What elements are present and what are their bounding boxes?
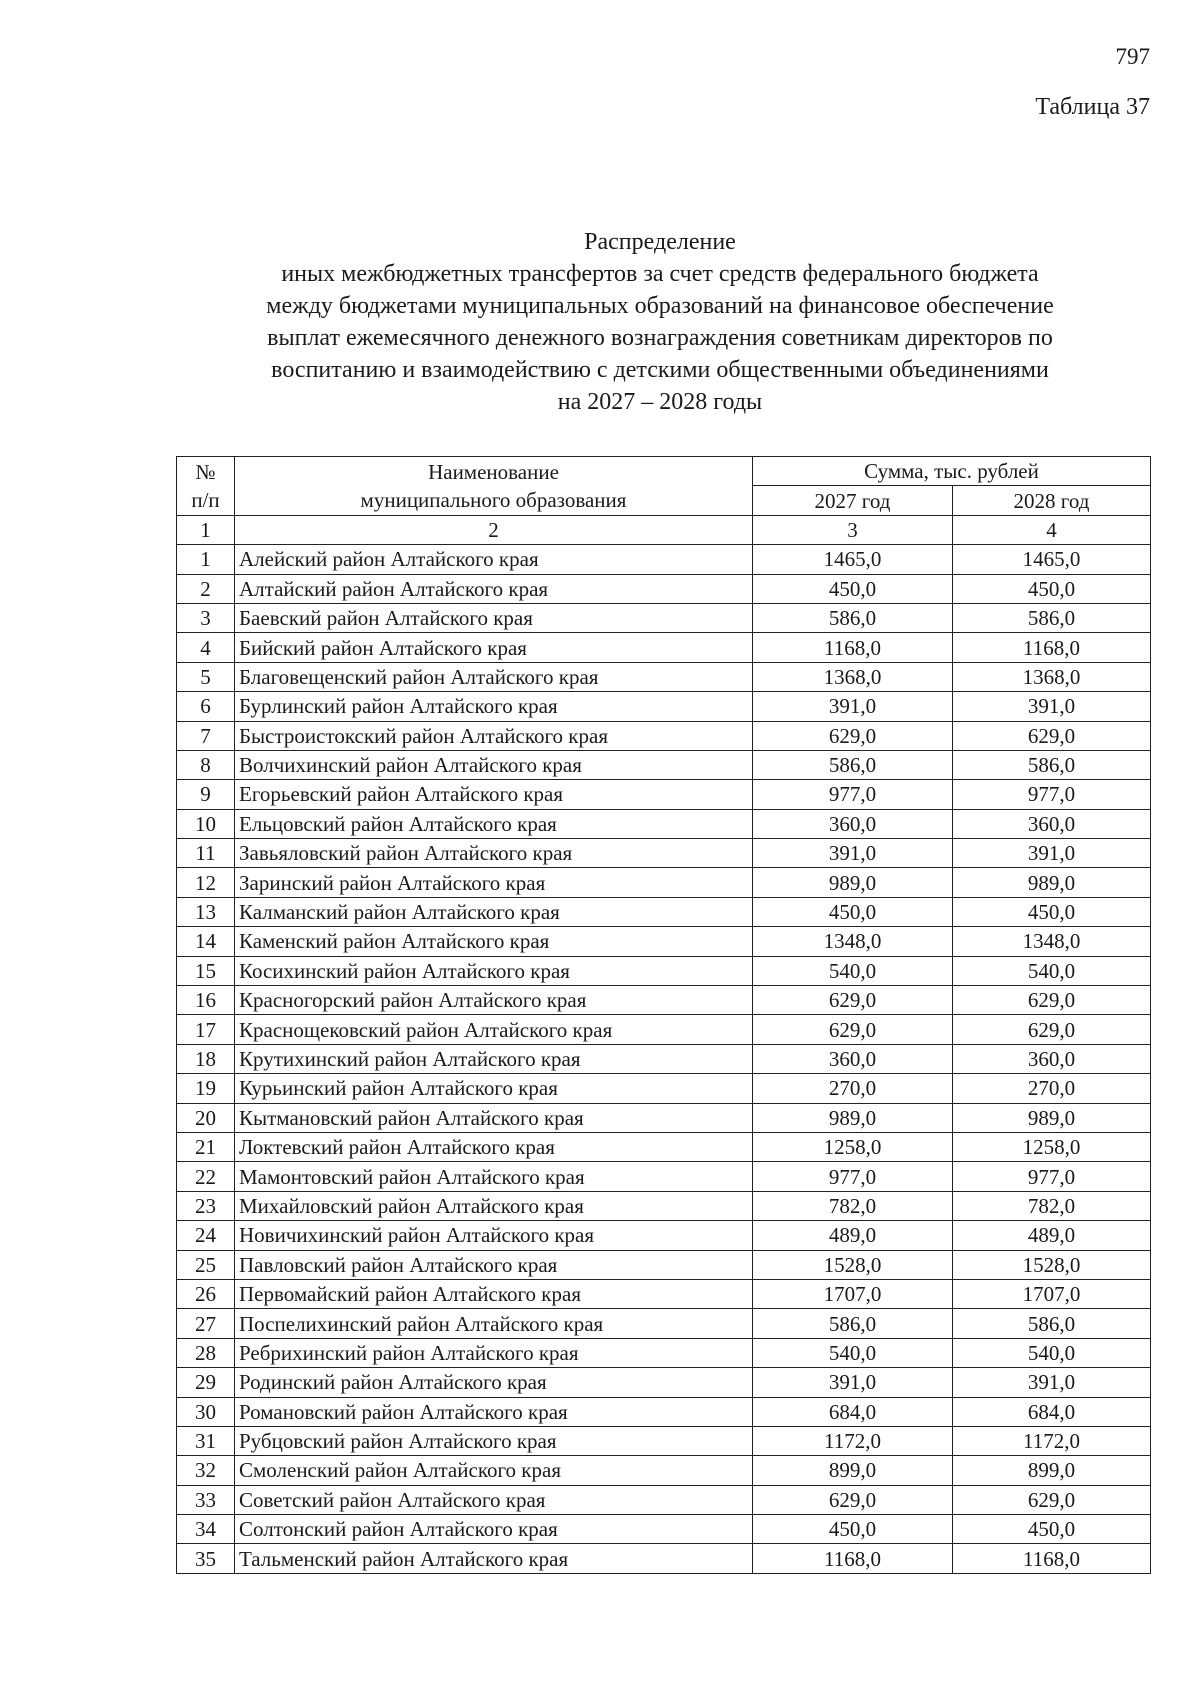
header-year-2028: 2028 год xyxy=(953,486,1151,515)
column-number-cell: 1 xyxy=(177,515,235,544)
amount-2028-cell: 586,0 xyxy=(953,603,1151,632)
amount-2028-cell: 586,0 xyxy=(953,1309,1151,1338)
table-row xyxy=(177,1279,1151,1308)
municipality-name-cell: Павловский район Алтайского края xyxy=(235,1250,753,1279)
municipality-name-cell: Солтонский район Алтайского края xyxy=(235,1515,753,1544)
municipality-name-cell: Каменский район Алтайского края xyxy=(235,927,753,956)
amount-2027-cell: 977,0 xyxy=(753,1162,953,1191)
table-row xyxy=(177,1191,1151,1220)
amount-2027-cell: 450,0 xyxy=(753,897,953,926)
table-row xyxy=(177,1132,1151,1161)
row-number-cell: 33 xyxy=(177,1485,235,1514)
table-row xyxy=(177,1074,1151,1103)
municipality-name-cell: Волчихинский район Алтайского края xyxy=(235,750,753,779)
amount-2028-cell: 1528,0 xyxy=(953,1250,1151,1279)
municipality-name-cell: Тальменский район Алтайского края xyxy=(235,1544,753,1573)
amount-2028-cell: 782,0 xyxy=(953,1191,1151,1220)
table-row xyxy=(177,1368,1151,1397)
heading-line: выплат ежемесячного денежного вознаграждения советникам директоров по xyxy=(267,325,1053,351)
header-name-line2: муниципального образования xyxy=(360,487,627,512)
amount-2028-cell: 1465,0 xyxy=(953,545,1151,574)
document-heading xyxy=(180,226,1140,418)
municipality-name-cell: Родинский район Алтайского края xyxy=(235,1368,753,1397)
table-row xyxy=(177,692,1151,721)
column-number-cell: 4 xyxy=(953,515,1151,544)
municipality-name-cell: Рубцовский район Алтайского края xyxy=(235,1426,753,1455)
row-number-cell: 14 xyxy=(177,927,235,956)
municipality-name-cell: Советский район Алтайского края xyxy=(235,1485,753,1514)
amount-2028-cell: 391,0 xyxy=(953,839,1151,868)
header-number-line2: п/п xyxy=(191,487,220,512)
table-row xyxy=(177,1338,1151,1367)
table-row xyxy=(177,633,1151,662)
municipality-name-cell: Смоленский район Алтайского края xyxy=(235,1456,753,1485)
table-row xyxy=(177,750,1151,779)
amount-2027-cell: 782,0 xyxy=(753,1191,953,1220)
amount-2028-cell: 1168,0 xyxy=(953,633,1151,662)
amount-2028-cell: 977,0 xyxy=(953,780,1151,809)
heading-line: воспитанию и взаимодействию с детскими общественными объединениями xyxy=(271,357,1049,383)
amount-2027-cell: 1168,0 xyxy=(753,1544,953,1573)
amount-2027-cell: 1172,0 xyxy=(753,1426,953,1455)
amount-2028-cell: 489,0 xyxy=(953,1221,1151,1250)
municipality-name-cell: Алейский район Алтайского края xyxy=(235,545,753,574)
table-row xyxy=(177,927,1151,956)
column-number-row xyxy=(177,515,1151,544)
header-name-line1: Наименование xyxy=(428,459,559,484)
table-row xyxy=(177,809,1151,838)
amount-2028-cell: 450,0 xyxy=(953,1515,1151,1544)
table-row xyxy=(177,1250,1151,1279)
header-sum: Сумма, тыс. рублей xyxy=(753,457,1151,486)
amount-2027-cell: 450,0 xyxy=(753,574,953,603)
table-row xyxy=(177,897,1151,926)
amount-2027-cell: 586,0 xyxy=(753,603,953,632)
municipality-name-cell: Егорьевский район Алтайского края xyxy=(235,780,753,809)
amount-2027-cell: 489,0 xyxy=(753,1221,953,1250)
row-number-cell: 27 xyxy=(177,1309,235,1338)
column-number-cell: 2 xyxy=(235,515,753,544)
amount-2027-cell: 1465,0 xyxy=(753,545,953,574)
amount-2027-cell: 1368,0 xyxy=(753,662,953,691)
header-number-line1: № xyxy=(195,459,216,484)
row-number-cell: 13 xyxy=(177,897,235,926)
row-number-cell: 2 xyxy=(177,574,235,603)
municipality-name-cell: Новичихинский район Алтайского края xyxy=(235,1221,753,1250)
amount-2028-cell: 977,0 xyxy=(953,1162,1151,1191)
municipality-name-cell: Алтайский район Алтайского края xyxy=(235,574,753,603)
row-number-cell: 15 xyxy=(177,956,235,985)
municipality-name-cell: Калманский район Алтайского края xyxy=(235,897,753,926)
header-number xyxy=(177,457,235,516)
amount-2027-cell: 989,0 xyxy=(753,868,953,897)
page-number: 797 xyxy=(1115,44,1150,69)
row-number-cell: 11 xyxy=(177,839,235,868)
table-row xyxy=(177,1015,1151,1044)
municipality-name-cell: Романовский район Алтайского края xyxy=(235,1397,753,1426)
amount-2028-cell: 540,0 xyxy=(953,956,1151,985)
municipality-name-cell: Бурлинский район Алтайского края xyxy=(235,692,753,721)
table-row xyxy=(177,1221,1151,1250)
table-row xyxy=(177,1515,1151,1544)
amount-2028-cell: 989,0 xyxy=(953,1103,1151,1132)
amount-2027-cell: 989,0 xyxy=(753,1103,953,1132)
amount-2027-cell: 450,0 xyxy=(753,1515,953,1544)
amount-2028-cell: 1707,0 xyxy=(953,1279,1151,1308)
amount-2027-cell: 270,0 xyxy=(753,1074,953,1103)
table-row xyxy=(177,780,1151,809)
municipality-name-cell: Красногорский район Алтайского края xyxy=(235,986,753,1015)
row-number-cell: 16 xyxy=(177,986,235,1015)
municipality-name-cell: Поспелихинский район Алтайского края xyxy=(235,1309,753,1338)
amount-2027-cell: 391,0 xyxy=(753,692,953,721)
municipality-name-cell: Баевский район Алтайского края xyxy=(235,603,753,632)
row-number-cell: 21 xyxy=(177,1132,235,1161)
row-number-cell: 1 xyxy=(177,545,235,574)
municipality-name-cell: Быстроистокский район Алтайского края xyxy=(235,721,753,750)
amount-2027-cell: 540,0 xyxy=(753,1338,953,1367)
municipality-name-cell: Ребрихинский район Алтайского края xyxy=(235,1338,753,1367)
municipality-name-cell: Косихинский район Алтайского края xyxy=(235,956,753,985)
row-number-cell: 26 xyxy=(177,1279,235,1308)
table-row xyxy=(177,662,1151,691)
distribution-table xyxy=(176,456,1151,1574)
amount-2028-cell: 899,0 xyxy=(953,1456,1151,1485)
table-row xyxy=(177,1044,1151,1073)
row-number-cell: 8 xyxy=(177,750,235,779)
amount-2027-cell: 684,0 xyxy=(753,1397,953,1426)
heading-line: между бюджетами муниципальных образований на финансовое обеспечение xyxy=(266,293,1054,319)
amount-2028-cell: 1348,0 xyxy=(953,927,1151,956)
row-number-cell: 4 xyxy=(177,633,235,662)
amount-2028-cell: 1368,0 xyxy=(953,662,1151,691)
row-number-cell: 5 xyxy=(177,662,235,691)
amount-2028-cell: 684,0 xyxy=(953,1397,1151,1426)
municipality-name-cell: Крутихинский район Алтайского края xyxy=(235,1044,753,1073)
header-year-2027: 2027 год xyxy=(753,486,953,515)
amount-2028-cell: 629,0 xyxy=(953,986,1151,1015)
row-number-cell: 17 xyxy=(177,1015,235,1044)
table-row xyxy=(177,1397,1151,1426)
row-number-cell: 20 xyxy=(177,1103,235,1132)
heading-line: иных межбюджетных трансфертов за счет средств федерального бюджета xyxy=(281,261,1039,287)
row-number-cell: 18 xyxy=(177,1044,235,1073)
amount-2028-cell: 450,0 xyxy=(953,897,1151,926)
table-body xyxy=(177,545,1151,1574)
amount-2028-cell: 586,0 xyxy=(953,750,1151,779)
amount-2027-cell: 629,0 xyxy=(753,1015,953,1044)
table-row xyxy=(177,721,1151,750)
amount-2027-cell: 629,0 xyxy=(753,721,953,750)
municipality-name-cell: Завьяловский район Алтайского края xyxy=(235,839,753,868)
municipality-name-cell: Мамонтовский район Алтайского края xyxy=(235,1162,753,1191)
table-row xyxy=(177,545,1151,574)
amount-2027-cell: 629,0 xyxy=(753,986,953,1015)
amount-2027-cell: 1348,0 xyxy=(753,927,953,956)
table-row xyxy=(177,1309,1151,1338)
row-number-cell: 6 xyxy=(177,692,235,721)
amount-2028-cell: 270,0 xyxy=(953,1074,1151,1103)
row-number-cell: 32 xyxy=(177,1456,235,1485)
row-number-cell: 34 xyxy=(177,1515,235,1544)
municipality-name-cell: Первомайский район Алтайского края xyxy=(235,1279,753,1308)
amount-2028-cell: 450,0 xyxy=(953,574,1151,603)
row-number-cell: 24 xyxy=(177,1221,235,1250)
amount-2027-cell: 586,0 xyxy=(753,1309,953,1338)
table-row xyxy=(177,1162,1151,1191)
municipality-name-cell: Бийский район Алтайского края xyxy=(235,633,753,662)
amount-2027-cell: 391,0 xyxy=(753,1368,953,1397)
row-number-cell: 9 xyxy=(177,780,235,809)
header-name xyxy=(235,457,753,516)
row-number-cell: 35 xyxy=(177,1544,235,1573)
amount-2028-cell: 1168,0 xyxy=(953,1544,1151,1573)
amount-2027-cell: 360,0 xyxy=(753,1044,953,1073)
heading-line: Распределение xyxy=(584,229,736,255)
row-number-cell: 28 xyxy=(177,1338,235,1367)
row-number-cell: 23 xyxy=(177,1191,235,1220)
table-row xyxy=(177,1426,1151,1455)
amount-2028-cell: 629,0 xyxy=(953,1015,1151,1044)
municipality-name-cell: Локтевский район Алтайского края xyxy=(235,1132,753,1161)
amount-2027-cell: 899,0 xyxy=(753,1456,953,1485)
municipality-name-cell: Ельцовский район Алтайского края xyxy=(235,809,753,838)
municipality-name-cell: Кытмановский район Алтайского края xyxy=(235,1103,753,1132)
table-row xyxy=(177,1485,1151,1514)
amount-2027-cell: 586,0 xyxy=(753,750,953,779)
row-number-cell: 10 xyxy=(177,809,235,838)
amount-2028-cell: 360,0 xyxy=(953,1044,1151,1073)
amount-2027-cell: 1168,0 xyxy=(753,633,953,662)
amount-2028-cell: 629,0 xyxy=(953,721,1151,750)
municipality-name-cell: Курьинский район Алтайского края xyxy=(235,1074,753,1103)
table-row xyxy=(177,839,1151,868)
row-number-cell: 7 xyxy=(177,721,235,750)
table-row xyxy=(177,574,1151,603)
amount-2028-cell: 391,0 xyxy=(953,1368,1151,1397)
amount-2027-cell: 1258,0 xyxy=(753,1132,953,1161)
heading-line: на 2027 – 2028 годы xyxy=(557,389,763,415)
row-number-cell: 29 xyxy=(177,1368,235,1397)
municipality-name-cell: Краснощековский район Алтайского края xyxy=(235,1015,753,1044)
amount-2028-cell: 360,0 xyxy=(953,809,1151,838)
table-row xyxy=(177,1456,1151,1485)
amount-2027-cell: 1707,0 xyxy=(753,1279,953,1308)
table-row xyxy=(177,1103,1151,1132)
row-number-cell: 31 xyxy=(177,1426,235,1455)
amount-2028-cell: 540,0 xyxy=(953,1338,1151,1367)
table-row xyxy=(177,603,1151,632)
amount-2027-cell: 391,0 xyxy=(753,839,953,868)
amount-2027-cell: 540,0 xyxy=(753,956,953,985)
amount-2027-cell: 629,0 xyxy=(753,1485,953,1514)
municipality-name-cell: Михайловский район Алтайского края xyxy=(235,1191,753,1220)
row-number-cell: 22 xyxy=(177,1162,235,1191)
table-row xyxy=(177,868,1151,897)
amount-2027-cell: 360,0 xyxy=(753,809,953,838)
row-number-cell: 19 xyxy=(177,1074,235,1103)
row-number-cell: 25 xyxy=(177,1250,235,1279)
amount-2028-cell: 1258,0 xyxy=(953,1132,1151,1161)
amount-2028-cell: 989,0 xyxy=(953,868,1151,897)
row-number-cell: 3 xyxy=(177,603,235,632)
column-number-cell: 3 xyxy=(753,515,953,544)
amount-2028-cell: 391,0 xyxy=(953,692,1151,721)
amount-2027-cell: 1528,0 xyxy=(753,1250,953,1279)
table-row xyxy=(177,986,1151,1015)
municipality-name-cell: Заринский район Алтайского края xyxy=(235,868,753,897)
row-number-cell: 30 xyxy=(177,1397,235,1426)
row-number-cell: 12 xyxy=(177,868,235,897)
amount-2028-cell: 629,0 xyxy=(953,1485,1151,1514)
table-row xyxy=(177,1544,1151,1573)
table-row xyxy=(177,956,1151,985)
amount-2027-cell: 977,0 xyxy=(753,780,953,809)
table-label: Таблица 37 xyxy=(1035,94,1150,120)
table-header xyxy=(177,457,1151,545)
municipality-name-cell: Благовещенский район Алтайского края xyxy=(235,662,753,691)
amount-2028-cell: 1172,0 xyxy=(953,1426,1151,1455)
